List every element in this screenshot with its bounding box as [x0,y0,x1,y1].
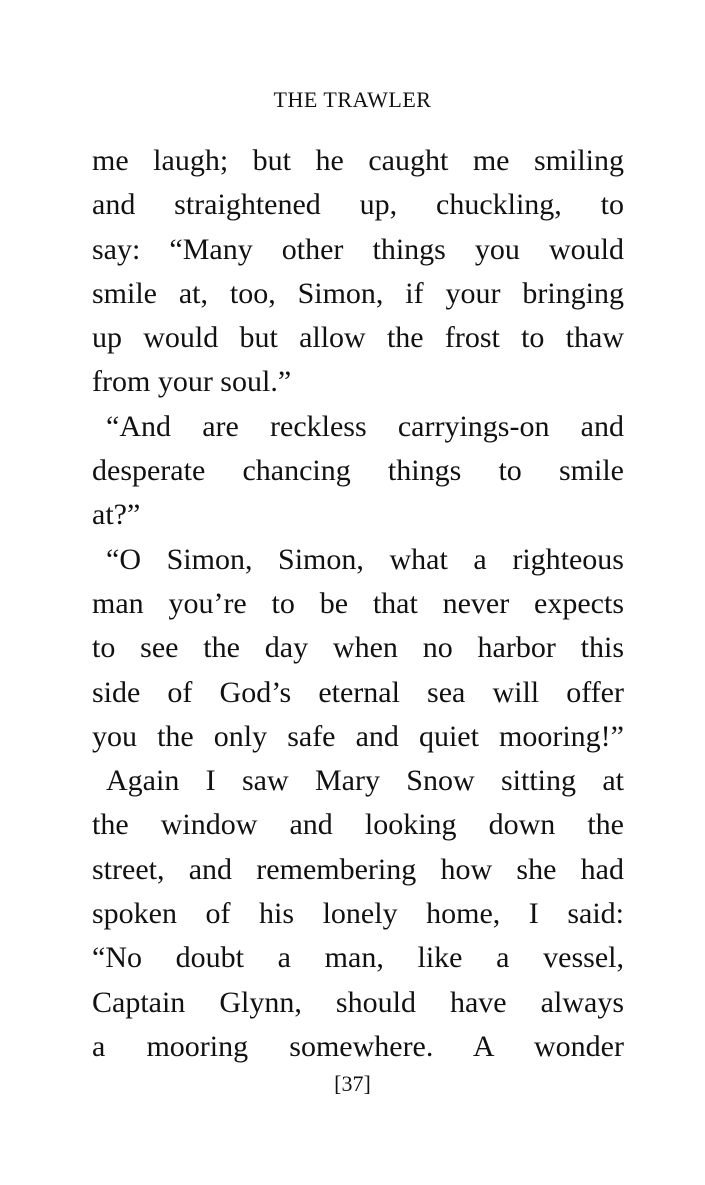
text-line: you the only safe and quiet mooring!” [92,719,624,753]
text-line: side of God’s eternal sea will offer [92,675,624,709]
text-line: to see the day when no harbor this [92,631,624,665]
running-title: THE TRAWLER [273,87,432,112]
text-line: say: “Many other things you would [92,232,624,266]
text-line: desperate chancing things to smile [92,454,624,488]
text-line: Captain Glynn, should have always [92,985,624,1019]
text-line: me laugh; but he caught me smiling [92,144,624,177]
text-line: from your soul.” [92,365,292,399]
text-line: “No doubt a man, like a vessel, [92,941,624,975]
text-line: and straightened up, chuckling, to [92,188,624,222]
text-line: at?” [92,498,141,532]
text-line: spoken of his lonely home, I said: [92,897,624,931]
text-line: a mooring somewhere. A wonder [92,1029,624,1063]
text-line: smile at, too, Simon, if your bringing [92,276,624,310]
body-text [92,139,624,1069]
text-line: street, and remembering how she had [92,852,624,886]
text-line: man you’re to be that never expects [92,586,624,620]
text-line: “O Simon, Simon, what a righteous [106,542,624,576]
text-line: up would but allow the frost to thaw [92,321,624,355]
text-line: the window and looking down the [92,808,624,842]
text-line: Again I saw Mary Snow sitting at [106,764,624,798]
page-number: [37] [334,1071,371,1096]
text-line: “And are reckless carryings-on and [106,409,624,443]
